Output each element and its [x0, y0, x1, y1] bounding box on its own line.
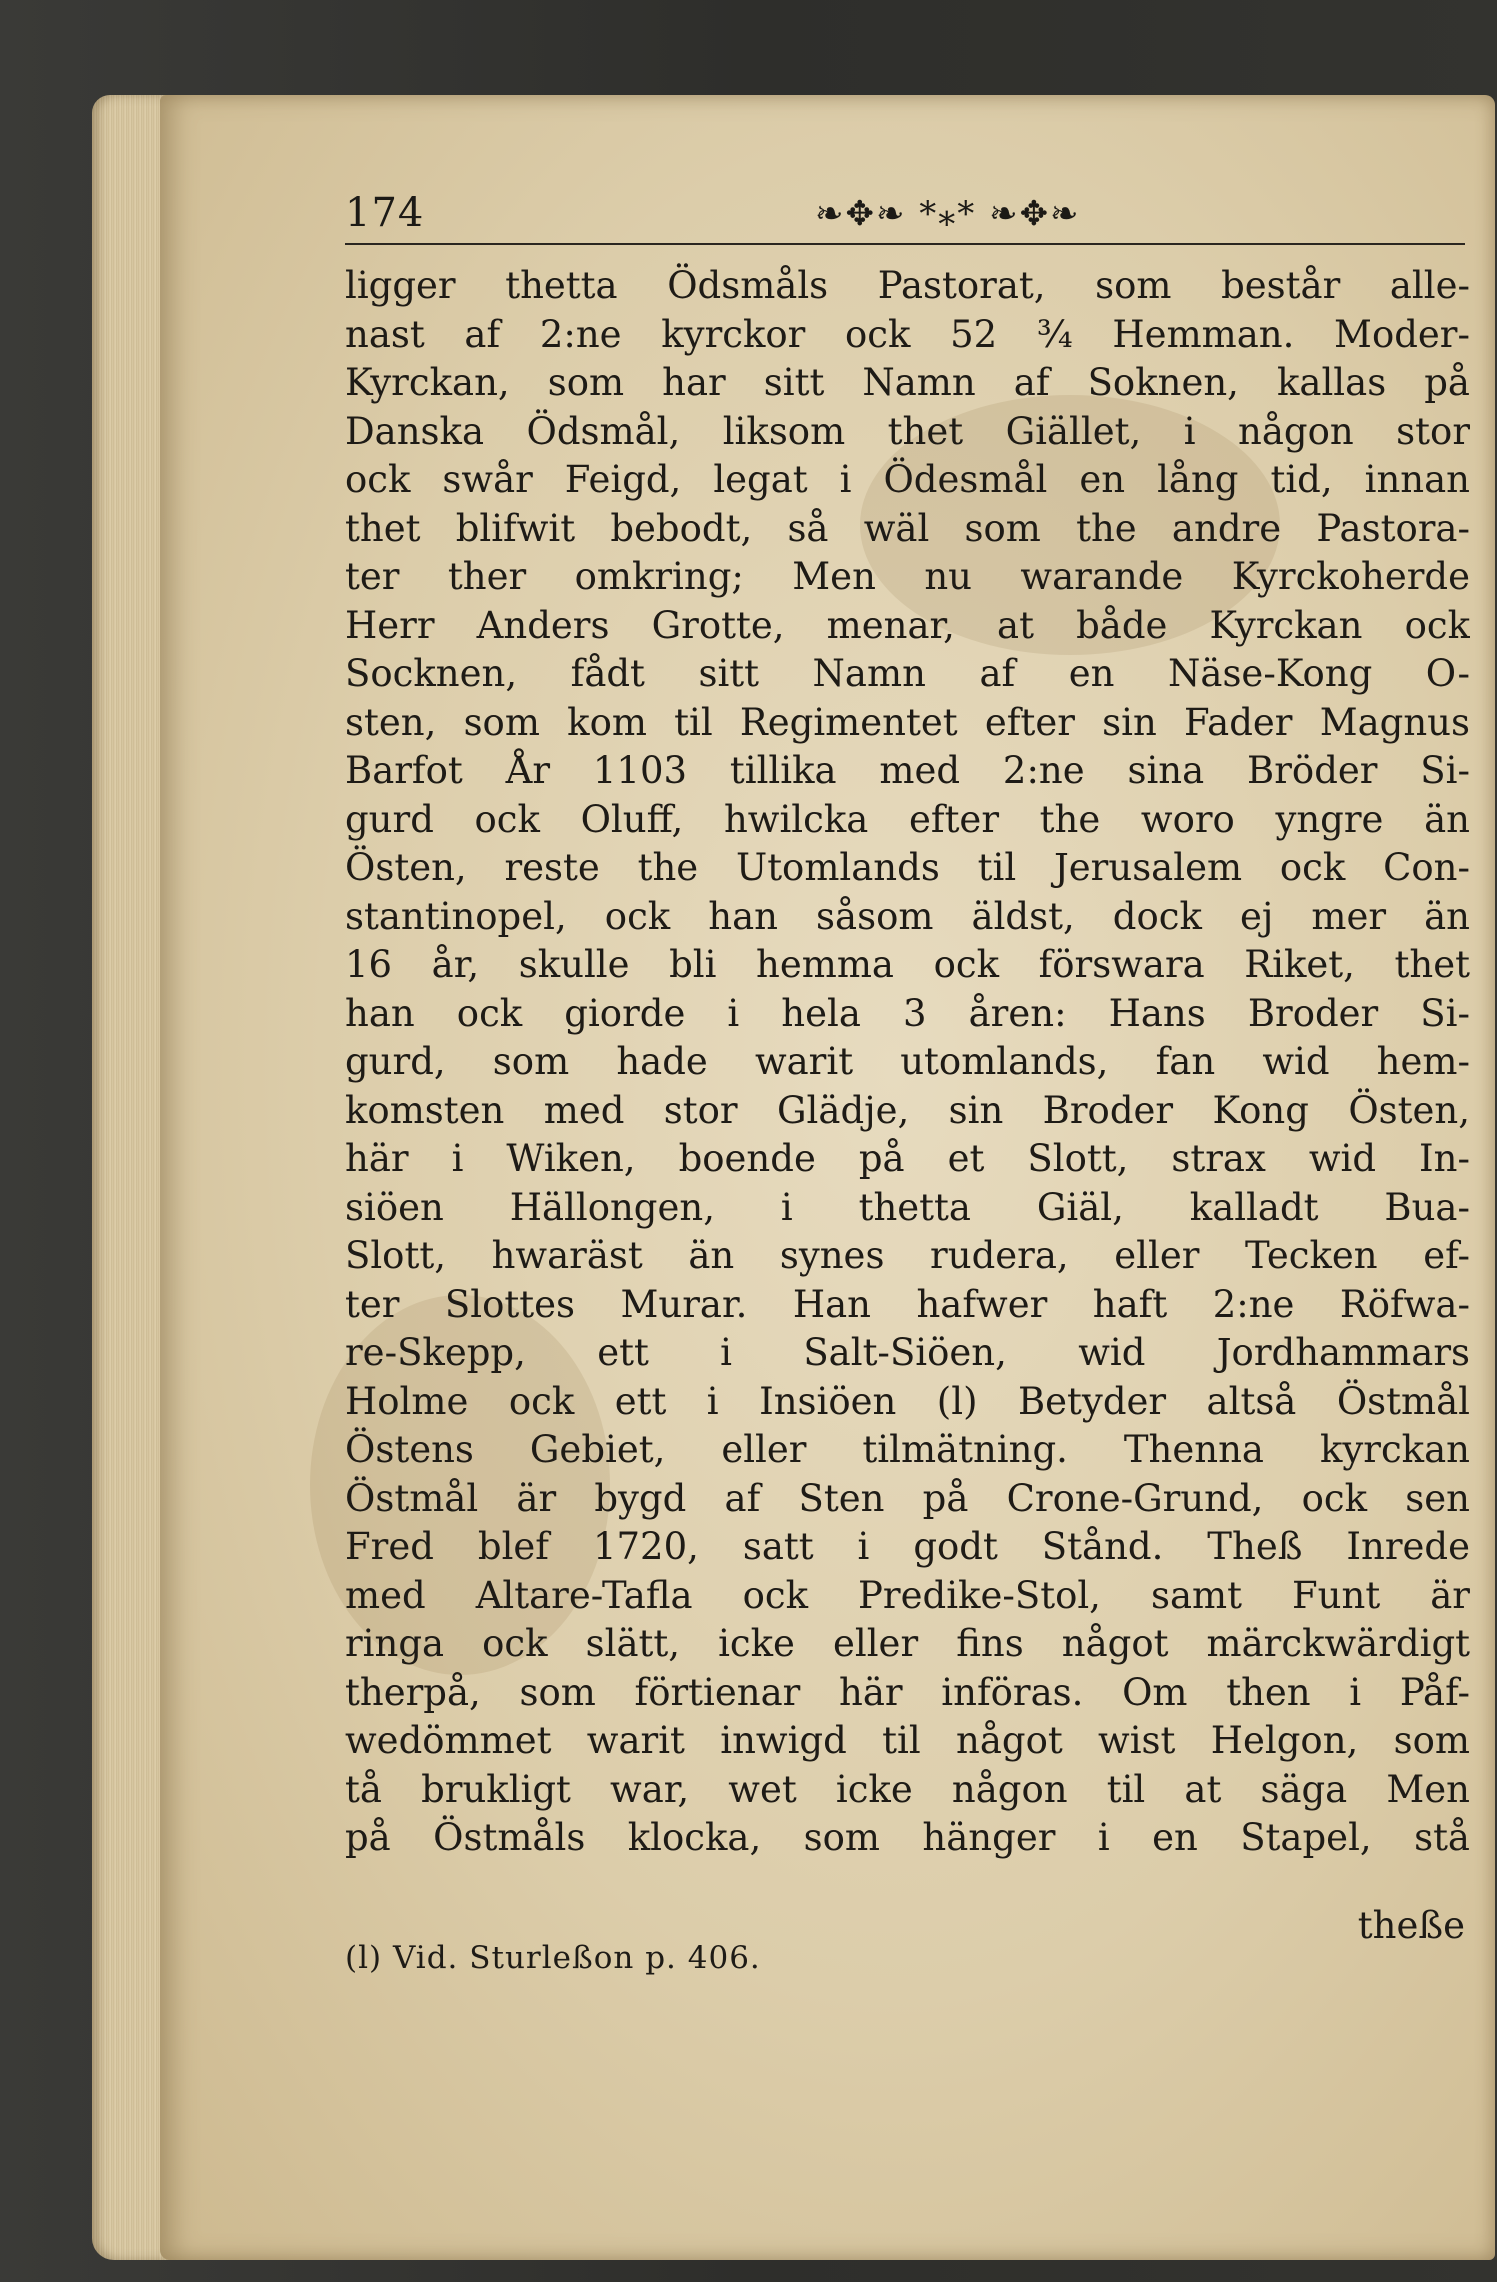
text-line: ligger thetta Ödsmåls Pastorat, som består alle-: [345, 264, 1470, 307]
text-line: tå brukligt war, wet icke någon til at säga Men: [345, 1767, 1470, 1811]
header-rule: [345, 243, 1465, 245]
text-line: 16 år, skulle bli hemma ock förswara Riket, thet: [345, 943, 1470, 986]
text-line: komsten med stor Glädje, sin Broder Kong Östen,: [345, 1088, 1470, 1132]
text-line: Danska Ödsmål, liksom thet Giället, i någon stor: [345, 409, 1470, 453]
text-line: Herr Anders Grotte, menar, at både Kyrckan ock: [345, 603, 1470, 647]
text-line: Kyrckan, som har sitt Namn af Soknen, kallas på: [345, 361, 1470, 404]
page-number: 174: [345, 190, 425, 236]
text-line: Östens Gebiet, eller tilmätning. Thenna kyrckan: [345, 1428, 1470, 1471]
text-line: på Östmåls klocka, som hänger i en Stapel, stå: [345, 1816, 1470, 1859]
text-line: siöen Hällongen, i thetta Giäl, kalladt Bua-: [345, 1185, 1470, 1229]
text-line: Barfot År 1103 tillika med 2:ne sina Bröder Si-: [345, 749, 1470, 792]
text-line: gurd ock Oluff, hwilcka efter the woro yngre än: [345, 797, 1470, 841]
text-line: med Altare-Tafla ock Predike-Stol, samt Funt är: [345, 1573, 1470, 1617]
text-line: ter ther omkring; Men nu warande Kyrckoherde: [345, 555, 1470, 598]
text-line: sten, som kom til Regimentet efter sin Fader Magnus: [345, 700, 1470, 744]
text-line: therpå, som förtienar här införas. Om then i Påf-: [345, 1670, 1470, 1714]
header-ornament: ❧✥❧ *⁎* ❧✥❧: [815, 194, 1081, 234]
footnote: (l) Vid. Sturleßon p. 406.: [345, 1940, 761, 1976]
text-line: Holme ock ett i Insiöen (l) Betyder altså Östmål: [345, 1379, 1470, 1423]
text-line: Fred blef 1720, satt i godt Stånd. Theß Inrede: [345, 1525, 1470, 1568]
text-line: stantinopel, ock han såsom äldst, dock ej mer än: [345, 894, 1470, 938]
body-text: [345, 262, 1470, 1863]
text-line: gurd, som hade warit utomlands, fan wid hem-: [345, 1040, 1470, 1083]
text-line: ter Slottes Murar. Han hafwer haft 2:ne Röfwa-: [345, 1282, 1470, 1326]
text-line: wedömmet warit inwigd til något wist Helgon, som: [345, 1719, 1470, 1762]
text-line: ringa ock slätt, icke eller fins något märckwärdigt: [345, 1622, 1470, 1665]
page-header: [345, 190, 1465, 250]
text-line: Socknen, fådt sitt Namn af en Näse-Kong O-: [345, 652, 1470, 695]
text-line: Slott, hwaräst än synes rudera, eller Tecken ef-: [345, 1234, 1470, 1277]
text-line: thet blifwit bebodt, så wäl som the andre Pastora-: [345, 506, 1470, 550]
text-line: ock swår Feigd, legat i Ödesmål en lång tid, innan: [345, 458, 1470, 501]
text-line: Östmål är bygd af Sten på Crone-Grund, ock sen: [345, 1476, 1470, 1520]
text-line: här i Wiken, boende på et Slott, strax wid In-: [345, 1137, 1470, 1180]
catchword: theße: [1357, 1904, 1465, 1947]
text-line: Östen, reste the Utomlands til Jerusalem ock Con-: [345, 846, 1470, 889]
text-line: nast af 2:ne kyrckor ock 52 ¾ Hemman. Moder-: [345, 312, 1470, 356]
text-line: han ock giorde i hela 3 åren: Hans Broder Si-: [345, 991, 1470, 1035]
text-line: re-Skepp, ett i Salt-Siöen, wid Jordhammars: [345, 1331, 1470, 1374]
